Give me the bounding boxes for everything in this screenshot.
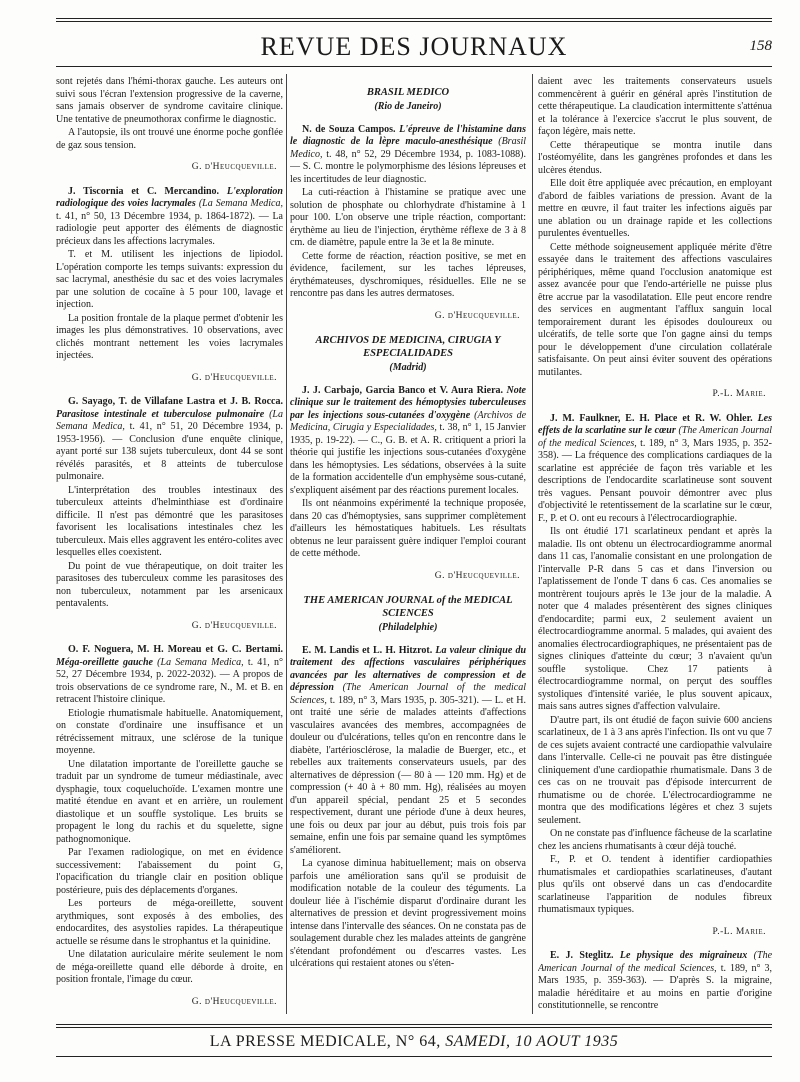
abstract-entry [56,644,283,707]
author-signature: G. d'Heucqueville. [191,620,277,631]
paragraph: Elle doit être appliquée avec précaution, en employant d'abord de faibles variations de pression. Avant de la mettre en œuvre, il faut traiter les infections aiguës par une ablation ou un drainage rapide et les collections purulentes éventuelles. [538,178,772,239]
author-signature: G. d'Heucqueville. [191,372,277,383]
abstract-source: (The American Journal of the medical Sciences, [538,950,772,974]
abstract-text: t. 189, n° 3, Mars 1935, p. 305-321). — L. et H. ont traité une série de malades atteints d'affections vasculaires avancées des membres, accompagnées de douleur ou d'ulcérations, telles qu'on en rencontre dans le diabète, l'artériosclérose, la maladie de Buerger, etc., et rebelles aux traitements conservateurs usuels, par des alternatives de dépression (— 80 à — 120 mm. Hg) et de compression (+ 40 à + 80 mm. Hg), réalisées au moyen d'un appareil spécial, pendant 25 et 5 secondes respectivement, durant une période d'une à deux heures, une fois ou deux par jour au début, puis trois fois par semaine, enfin une fois par semaine quand les symptômes s'améliorent. [290,694,526,856]
abstract-title: Parasitose intestinale et tuberculose pulmonaire [56,408,265,420]
paragraph: sont rejetés dans l'hémi-thorax gauche. Les auteurs ont suivi sous l'écran l'extension progressive de la caverne, sans jamais observer de syndrome cavitaire clinique. Une tentative de pneumothorax confirme le diagnostic. [56,76,283,125]
footer-rule [56,1024,772,1025]
abstract-entry [290,385,526,498]
abstract-source: (Brasil Medico, [290,136,526,160]
abstract-title: Les effets de la scarlatine sur le cœur [538,412,772,436]
column-divider-1 [286,74,287,1014]
paragraph: Une dilatation importante de l'oreillette gauche se traduit par un syndrome de tumeur médiastinale, avec dysphagie, toux coqueluchoïde. L'examen montre une matité étendue en avant et en arrière, un roulement diastolique et un souffle systolique. Les bruits se propagent le long du rachis et du squelette, signe pathognomonique. [56,758,283,845]
paragraph: T. et M. utilisent les injections de lipiodol. L'opération comporte les temps suivants: expression du sac lacrymal, anesthésie du sac et des voies lacrymales par une solution de cocaïne à 5 pour 100, lavage et injection. [56,249,283,310]
author-signature: G. d'Heucqueville. [191,162,277,172]
abstract-authors: E. J. Steglitz. [550,950,614,961]
author-signature: P.-L. Marie. [712,389,766,399]
abstract-authors: G. Sayago, T. de Villafane Lastra et J. B. Rocca. [68,396,283,407]
abstract-authors: J. M. Faulkner, E. H. Place et R. W. Ohler. [550,412,753,424]
abstract-title: Méga-oreillette gauche [56,656,153,668]
paragraph: Cette méthode soigneusement appliquée mérite d'être essayée dans le traitement des affections vasculaires périphériques, même quand l'occlusion anatomique est assez avancée pour que l'endo-artérielle ne puisse plus être accrue par la vasodilatation. Elle peut encore rendre des services en augmentant l'afflux sanguin local temporairement durant les épisodes douloureux ou ulcératifs, de telle sorte que l'on gagne ainsi du temps pour le développement d'une circulation collatérale satisfaisante. On peut ainsi éviter souvent des opérations mutilantes. [538,241,772,378]
author-signature: G. d'Heucqueville. [191,996,277,1007]
abstract-text: t. 189, n° 3, Mars 1935, p. 352-358). — La fréquence des complications cardiaques de la scarlatine est appréciée de façon très variable et les descriptions de l'endocardite scarlatineuse sont souvent très vagues. Pensant pouvoir démontrer avec plus d'objectivité le retentissement de la scarlatine sur le cœur, F., P. et O. ont eu recours à l'électrocardiographie. [538,437,772,524]
paragraph: Les porteurs de méga-oreillette, souvent arythmiques, sont exposés à des embolies, des endocardites, des asystolies rapides. La thérapeutique actuelle se résume dans le strophantus et la quinidine. [56,898,283,947]
abstract-source: (La Semana Medica, [157,656,244,668]
column-2 [290,76,526,1011]
abstract-entry [538,950,772,1011]
abstract-text: t. 41, n° 52, 27 Décembre 1934, p. 2022-2032). — A propos de trois observations de ce syndrome rare, N., M. et B. en retracent l'histoire clinique. [56,656,283,705]
paragraph: A l'autopsie, ils ont trouvé une énorme poche gonflée de gaz sous tension. [56,127,283,151]
top-rule [56,18,772,19]
page-number: 158 [749,38,772,54]
paragraph: La cuti-réaction à l'histamine se pratique avec une solution de phosphate ou chlorhydrate d'histamine à 1 pour 100. L'on observe une triple réaction, comportant: érythème au lieu de l'injection, érythème réflexe de 3 à 8 cm. de diamètre, papule entre la 3e et la 8e minute. [290,187,526,248]
paragraph: Cette forme de réaction, réaction positive, se met en évidence, facilement, sur les taches lépreuses, érythémateuses, dyschromiques, résiduelles. Elle ne se rencontre pas dans les autres dermatoses. [290,250,526,299]
abstract-title: La valeur clinique du traitement des affections vasculaires périphériques avancées par les alternatives de compression et de dépression [290,644,526,693]
abstract-title: Le physique des migraineux [619,950,748,961]
column-divider-2 [532,74,533,1014]
journal-section-heading: ARCHIVOS DE MEDICINA, CIRUGIA Y ESPECIALIDADES [315,335,501,359]
abstract-authors: E. M. Landis et L. H. Hitzrot. [302,644,433,656]
paragraph: D'autre part, ils ont étudié de façon suivie 600 anciens scarlatineux, de 1 à 3 ans après l'infection. Ils ont vu que 7 de ces sujets avaient contracté une cardiopathie valvulaire dans l'intervalle. Celle-ci ne pouvait pas être distinguée cliniquement d'une cardiopathie rhumatismale. Dans 3 de ces cas on ne trouvait pas d'épisode intercurrent de rhumatisme ou de chorée. L'électrocardiogramme ne montra que des modifications légères et chez 3 sujets seulement. [538,714,772,826]
abstract-text: t. 48, n° 52, 29 Décembre 1934, p. 1083-1088). — S. C. montre le polymorphisme des lésions lépreuses et les incertitudes de leur diagnostic. [290,148,526,185]
column-1 [56,76,283,1011]
abstract-entry [56,186,283,249]
abstract-authors: N. de Souza Campos. [302,123,396,135]
abstract-source: (La Semana Medica, [198,198,283,209]
abstract-source: (Archivos de Medicina, Cirugia y Especialidades, [290,409,526,433]
abstract-text: t. 41, n° 51, 20 Décembre 1934, p. 1953-1956). — Conclusion d'une enquête clinique, ayant porté sur 138 sujets tuberculeux, dont 44 se sont révélés parasités, et 8 atteints de tuberculose pulmonaire. [56,421,283,482]
paragraph: La position frontale de la plaque permet d'obtenir les images les plus démonstratives. 10 observations, avec clichés montrant nettement les voies lacrymales injectées. [56,312,283,361]
paragraph: On ne constate pas d'influence fâcheuse de la scarlatine chez les anciens rhumatisants à cœur déjà touché. [538,828,772,852]
paragraph: F., P. et O. tendent à identifier cardiopathies rhumatismales et cardiopathies scarlatineuses, d'autant plus qu'ils ont observé dans un cas d'endocardite scarlatineuse l'apparition de nodules fibreux rhumatismaux typiques. [538,854,772,915]
journal-section-city: (Madrid) [389,362,427,373]
author-signature: G. d'Heucqueville. [434,310,520,321]
abstract-entry [538,413,772,526]
abstract-entry [56,396,283,484]
journal-section-title: REVUE DES JOURNAUX [260,32,568,61]
abstract-source: (The American Journal of the medical Sciences, [538,425,772,449]
paragraph: Etiologie rhumatismale habituelle. Anatomiquement, on constate d'ordinaire une insuffisance et un rétrécissement mitraux, une sclérose de la tunique moyenne. [56,707,283,756]
header-rule [56,66,772,67]
paragraph: Une dilatation auriculaire mérite seulement le nom de méga-oreillette quand elle déborde à droite, en position frontale, l'image du cœur. [56,949,283,985]
bottom-rule [56,1056,772,1057]
abstract-text: t. 38, n° 1, 15 Janvier 1935, p. 19-22). — C., G. B. et A. R. critiquent a priori la théorie qui justifie les injections sous-cutanées d'oxygène dans les hémoptysies. Les sédations, observées à la suite de la formation accidentelle d'un emphysème sous-cutané, s'expliquent aisément par des réactions purement locales. [290,422,526,496]
abstract-source: (La Semana Medica, [56,408,283,432]
journal-section-city: (Philadelphie) [378,622,438,633]
footer-date: SAMEDI, 10 AOUT 1935 [445,1033,619,1050]
paragraph: Ils ont étudié 171 scarlatineux pendant et après la maladie. Ils ont obtenu un électrocardiogramme anormal dans 11 cas, l'anomalie consistant en une prolongation de l'intervalle P-R dans 5 cas et dans l'inversion ou l'aplatissement de l'onde T dans 6 cas. Ces anomalies se montrèrent toujours après le 13e jour de la maladie. A noter que 4 malades présentèrent des signes cliniques d'endocardite; parmi eux, 2 seulement avaient un électrocardiogramme anormal. 5 malades, qui avaient des anomalies électrocardiographiques, ne présentaient pas de signes cliniques d'atteinte du cœur; 3 n'avaient qu'un souffle systolique. Chez 17 patients à électrocardiogramme normal, on perçut des souffles systoliques d'intensité variée, le plus souvent apicaux, mais sans autres signes d'affection valvulaire. [538,526,772,712]
author-signature: P.-L. Marie. [712,926,766,937]
top-rule-thin [56,21,772,22]
abstract-authors: J. J. Carbajo, Garcia Banco et V. Aura Riera. [302,384,504,396]
masthead [56,32,772,62]
abstract-entry [290,124,526,187]
journal-section-city: (Rio de Janeiro) [374,101,442,112]
abstract-text: t. 41, n° 50, 13 Décembre 1934, p. 1864-1872). — La radiologie peut apporter des éléments de diagnostic précieux dans les affections lacrymales. [56,210,283,247]
paragraph: Cette thérapeutique se montra inutile dans l'ostéomyélite, dans les gangrènes profondes et dans les ulcères étendus. [538,139,772,176]
abstract-entry [290,645,526,858]
footer-rule-thin [56,1027,772,1028]
abstract-title: L'épreuve de l'histamine dans le diagnostic de la lèpre maculo-anesthésique [290,123,526,147]
abstract-title: L'exploration radiologique des voies lacrymales [56,185,283,209]
author-signature: G. d'Heucqueville. [434,570,520,581]
paragraph: Ils ont néanmoins expérimenté la technique proposée, dans 20 cas d'hémoptysies, sans supprimer complètement d'ailleurs les hémostatiques habituels. Les résultats obtenus ne leur paraissent guère indiquer l'emploi courant de cette méthode. [290,498,526,559]
abstract-authors: J. Tiscornia et C. Mercandino. [68,185,220,197]
abstract-title: Note clinique sur le traitement des hémoptysies tuberculeuses par les injections sous-cutanées d'oxygène [290,384,526,421]
abstract-authors: O. F. Noguera, M. H. Moreau et G. C. Bertami. [68,644,283,655]
paragraph: L'interprétation des troubles intestinaux des tuberculeux atteints d'helminthiase est d'ordinaire difficile. Il n'est pas démontré que les parasitoses favorisent les localisations intestinales chez les tuberculeux. Mais elles aggravent les entéro-colites avec lesquelles elles coexistent. [56,484,283,558]
paragraph: Par l'examen radiologique, on met en évidence successivement: l'abaissement du point G, l'opacification du triangle clair en position oblique postérieure, puis des déplacements d'organes. [56,847,283,896]
journal-section-heading: BRASIL MEDICO [366,87,450,98]
abstract-source: (The American Journal of the medical Sciences, [290,682,526,706]
column-3 [538,76,772,1011]
paragraph: daient avec les traitements conservateurs usuels commencèrent à guérir en général après l'institution de cette thérapeutique. La claudication intermittente s'atténua et la tolérance à l'exercice s'accrut le plus souvent, de façon légère, mais nette. [538,76,772,137]
journal-section-heading: THE AMERICAN JOURNAL of the MEDICAL SCIENCES [303,595,513,619]
paragraph: Du point de vue thérapeutique, on doit traiter les parasitoses des tuberculeux comme les parasitoses des non tuberculeux, notamment par les arsenicaux pentavalents. [56,560,283,609]
footer-journal: LA PRESSE MEDICALE, N° 64, [209,1033,441,1050]
footer [56,1033,772,1051]
abstract-text: t. 189, n° 3, Mars 1935, p. 359-363). — D'après S. la migraine, maladie héréditaire et au moins en partie d'origine constitutionnelle, se rencontre [538,962,772,1011]
paragraph: La cyanose diminua habituellement; mais on observa parfois une amélioration sans qu'il se produisit de modification notable de la couleur des téguments. La douleur liée à l'ischémie disparut d'ordinaire durant les alternatives de pression et devint progressivement moins intense dans l'intervalle des séances. On ne constata pas de soulagement durable chez les malades atteints de gangrène s'étendant profondément ou d'escarres vastes. Les ulcérations qui restaient atones ou s'éten- [290,858,526,969]
